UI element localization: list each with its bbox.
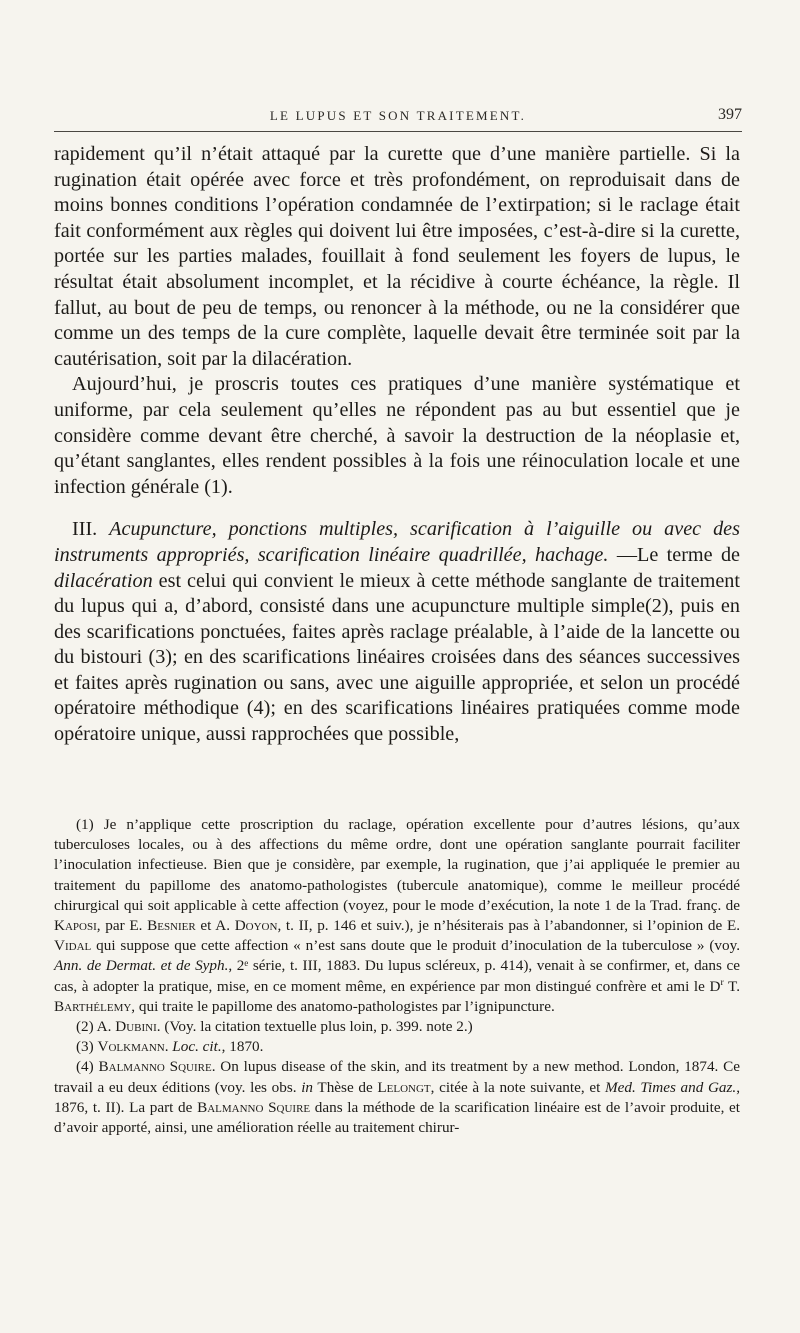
fn3-text-a: (3) xyxy=(76,1038,94,1056)
main-text xyxy=(54,142,740,748)
dash-text: —Le terme de xyxy=(616,543,741,566)
fn4-journal: Med. Times and Gaz. xyxy=(604,1078,737,1096)
fn4-text-f: dans la méthode de la scarification linéaire est de l’avoir produite, et d’avoir apporté, ainsi, une amélioration réelle au traitement chirur- xyxy=(54,1098,741,1137)
header-rule xyxy=(54,131,742,132)
fn1-author-vidal: Vidal xyxy=(54,937,92,955)
paragraph-3 xyxy=(54,517,740,747)
footnote-4 xyxy=(54,1057,740,1138)
paragraph-2: Aujourd’hui, je proscris toutes ces pratiques d’une manière systématique et uniforme, par cela seulement qu’elles ne répondent pas au but essentiel que je considère comme devant être cherché, à savoir la destruction de la néoplasie et, qu’étant sanglantes, elles rendent possibles à la fois une réinoculation locale et une infection générale (1). xyxy=(54,373,740,498)
page-number: 397 xyxy=(718,106,742,123)
fn1-text-f: , 2ᵉ série, t. III, 1883. Du lupus scléreux, p. 414), venait à se confirmer, et, dans ce cas, à adopter la pratique, mise, en ce moment même, en expérience par mon distingué confrère et ami le D xyxy=(54,957,740,995)
fn2-author-dubini: Dubini xyxy=(115,1018,157,1036)
fn1-text-c: et A. xyxy=(200,917,230,935)
footnote-2 xyxy=(54,1017,740,1037)
footnote-1 xyxy=(54,815,740,1017)
fn2-text-a: (2) A. xyxy=(76,1018,112,1036)
fn1-text-e: qui suppose que cette affection « n’est sans doute que le produit d’inoculation de la tuberculose » (voy. xyxy=(96,937,741,955)
fn3-author-volkmann: Volkmann xyxy=(97,1038,165,1056)
fn4-text-a: (4) xyxy=(76,1058,94,1076)
fn3-text-b: . xyxy=(164,1038,169,1056)
fn4-author-balmanno: Balmanno Squire xyxy=(98,1058,212,1076)
fn4-in: in xyxy=(301,1078,314,1096)
term-dilaceration: dilacération xyxy=(54,569,153,592)
fn1-text-b: , par E. xyxy=(96,917,143,935)
fn4-text-d: , citée à la note suivante, et xyxy=(430,1078,601,1096)
fn1-author-barthelemy: Barthélemy xyxy=(54,997,132,1015)
fn1-journal: Ann. de Dermat. et de Syph. xyxy=(54,957,229,975)
fn1-dr-sup: r xyxy=(720,976,724,988)
fn1-author-besnier: Besnier xyxy=(147,917,196,935)
fn4-author-lelongt: Lelongt xyxy=(377,1078,431,1096)
running-title: LE LUPUS ET SON TRAITEMENT. xyxy=(269,108,527,123)
fn3-text-c: , 1870. xyxy=(221,1038,264,1056)
section-title: Acupuncture, ponctions multiples, scarification à l’aiguille ou avec des instruments appropriés, scarification linéaire quadrillée, hachage. xyxy=(54,518,740,566)
fn1-author-kaposi: Kaposi xyxy=(54,917,97,935)
fn2-text-b: . (Voy. la citation textuelle plus loin, p. 399. note 2.) xyxy=(156,1018,473,1036)
footnote-3 xyxy=(54,1037,740,1057)
paragraph-1: rapidement qu’il n’était attaqué par la curette que d’une manière partielle. Si la rugination était opérée avec force et très profondément, on reproduisait dans de moins bonnes conditions l’opération condamnée de l’extirpation; si le raclage était fait conformément aux règles qui doivent lui être imposées, c’est-à-dire si la curette, portée sur les parties malades, fouillait à fond seulement les foyers de lupus, le résultat était absolument incomplet, et la récidive à courte échéance, la règle. Il fallut, au bout de peu de temps, ou renoncer à la méthode, ou ne la considérer que comme un des temps de la cure complète, laquelle devait être terminée soit par la cautérisation, soit par la dilacération. xyxy=(54,143,740,370)
fn4-text-b: . On lupus disease of the skin, and its treatment by a new method. London, 1874. Ce travail a eu deux éditions (voy. les obs. xyxy=(54,1058,740,1096)
fn1-text-h: , qui traite le papillome des anatomo-pathologistes par l’ignipuncture. xyxy=(131,997,555,1015)
fn4-author-balmanno-2: Balmanno Squire xyxy=(197,1098,311,1116)
fn1-text-g: T. xyxy=(728,977,740,995)
fn1-text-a: (1) Je n’applique cette proscription du raclage, opération excellente pour d’autres lésions, qu’aux tuberculoses locales, ou à des affections du même ordre, dont une opération sanglante pourrait faciliter l’inoculation infectieuse. Bien que je considère, par exemple, la rugination, que j’ai appliquée le premier au traitement du papillome des anatomo-pathologistes (tubercule anatomique), comme le meilleur procédé chirurgical qui soit applicable à cette affection (voyez, pour le mode d’exécution, la note 1 de la Trad. franç. de xyxy=(54,816,740,914)
fn1-author-doyon: Doyon xyxy=(234,917,278,935)
fn1-text-d: , t. II, p. 146 et suiv.), je n’hésiterais pas à l’abandonner, si l’opinion de E. xyxy=(277,917,741,935)
fn4-text-e: , 1876, t. II). La part de xyxy=(54,1078,741,1116)
paragraph-3-rest: est celui qui convient le mieux à cette méthode sanglante de traitement du lupus qui a, d’abord, consisté dans une acupuncture multiple simple(2), puis en des scarifications ponctuées, faites après raclage préalable, à l’aide de la lancette ou du bistouri (3); en des scarifications linéaires croisées dans des séances successives et faites après rugination ou sans, avec une aiguille appropriée, et selon un procédé opératoire méthodique (4); en des scarifications linéaires pratiquées comme mode opératoire unique, aussi rapprochées que possible, xyxy=(54,569,740,746)
fn4-text-c: Thèse de xyxy=(317,1078,373,1096)
footnotes xyxy=(54,815,740,1138)
section-numeral: III. xyxy=(72,518,98,541)
running-header xyxy=(54,108,742,130)
fn3-loc-cit: Loc. cit. xyxy=(172,1038,222,1056)
